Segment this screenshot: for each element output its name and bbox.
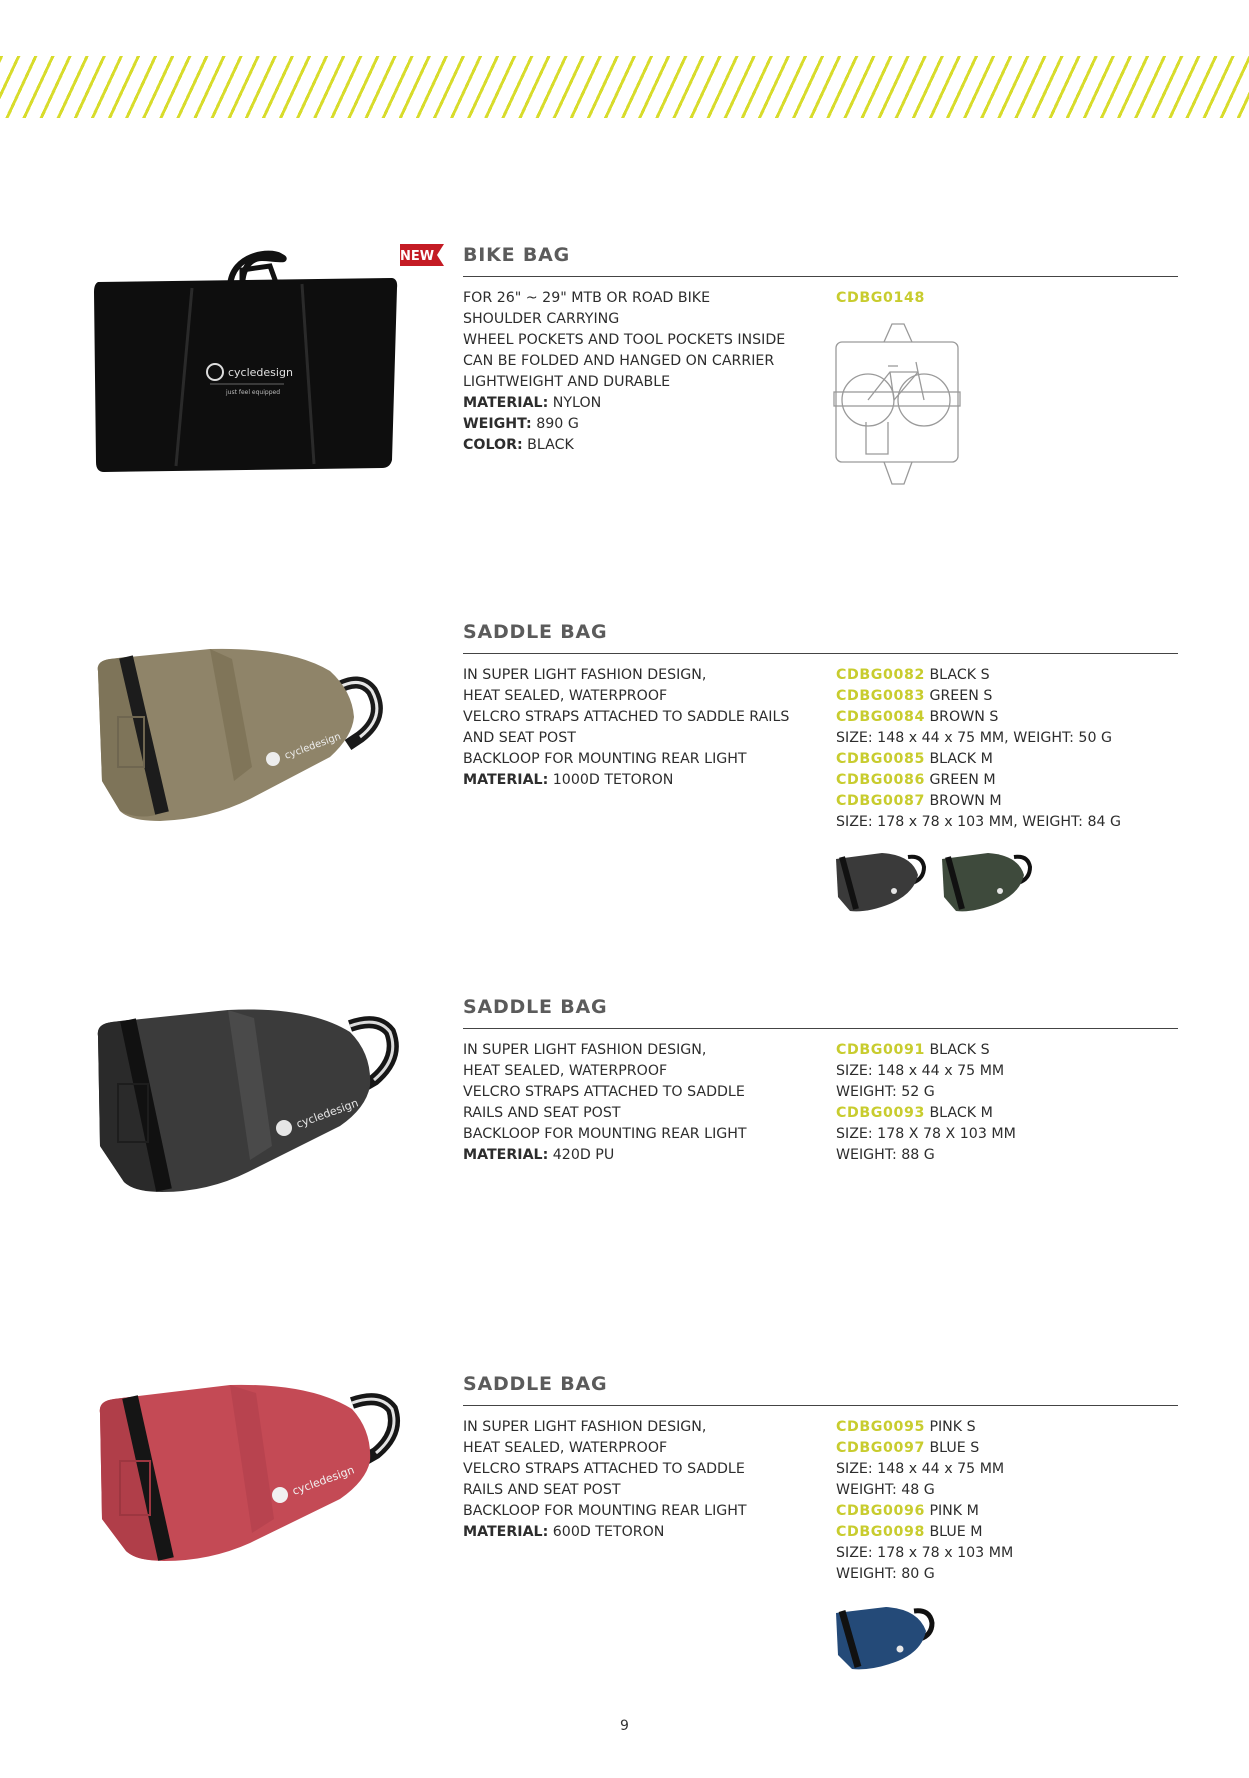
saddle-bag-black-thumb xyxy=(832,847,928,917)
saddle-bag-brown-image xyxy=(90,641,400,841)
feature-line: HEAT SEALED, WATERPROOF xyxy=(463,1063,668,1079)
feature-line: HEAT SEALED, WATERPROOF xyxy=(463,1440,668,1456)
variant-line: CDBG0093 BLACK M xyxy=(836,1105,993,1121)
feature-line: CAN BE FOLDED AND HANGED ON CARRIER xyxy=(463,353,775,369)
saddle-bag-green-thumb xyxy=(938,847,1034,917)
variant-size-line: SIZE: 178 x 78 x 103 MM, WEIGHT: 84 G xyxy=(836,814,1122,830)
saddle-bag-black-image xyxy=(88,996,403,1206)
svg-text:cycledesign: cycledesign xyxy=(294,1096,361,1131)
variant-line: CDBG0086 GREEN M xyxy=(836,772,996,788)
feature-line: FOR 26" ~ 29" MTB OR ROAD BIKE xyxy=(463,290,711,306)
saddle-bag-blue-thumb xyxy=(832,1599,938,1677)
feature-line: BACKLOOP FOR MOUNTING REAR LIGHT xyxy=(463,1503,747,1519)
title-rule xyxy=(463,1405,1178,1406)
variant-list xyxy=(836,288,1181,309)
variant-line: CDBG0084 BROWN S xyxy=(836,709,999,725)
variant-line: CDBG0087 BROWN M xyxy=(836,793,1002,809)
svg-text:NEW: NEW xyxy=(400,249,435,264)
variant-size-line: SIZE: 148 x 44 x 75 MM xyxy=(836,1461,1005,1477)
feature-line: VELCRO STRAPS ATTACHED TO SADDLE xyxy=(463,1084,745,1100)
variant-line: CDBG0082 BLACK S xyxy=(836,667,990,683)
svg-text:just feel equipped: just feel equipped xyxy=(226,389,281,396)
page-number: 9 xyxy=(620,1718,629,1734)
spec-line: COLOR: BLACK xyxy=(463,437,574,453)
feature-line: IN SUPER LIGHT FASHION DESIGN, xyxy=(463,1419,707,1435)
variant-line: CDBG0097 BLUE S xyxy=(836,1440,980,1456)
title-rule xyxy=(463,1028,1178,1029)
variant-line: CDBG0148 xyxy=(836,290,925,306)
feature-line: HEAT SEALED, WATERPROOF xyxy=(463,688,668,704)
variant-line: CDBG0083 GREEN S xyxy=(836,688,993,704)
feature-line: BACKLOOP FOR MOUNTING REAR LIGHT xyxy=(463,751,747,767)
svg-text:cycledesign: cycledesign xyxy=(283,731,343,762)
variant-size-line: SIZE: 178 x 78 x 103 MM xyxy=(836,1545,1014,1561)
new-badge xyxy=(400,244,444,266)
feature-line: VELCRO STRAPS ATTACHED TO SADDLE RAILS xyxy=(463,709,790,725)
feature-line: IN SUPER LIGHT FASHION DESIGN, xyxy=(463,1042,707,1058)
feature-line: SHOULDER CARRYING xyxy=(463,311,620,327)
product-title: SADDLE BAG xyxy=(463,996,608,1018)
variant-list xyxy=(836,1040,1181,1166)
feature-line: LIGHTWEIGHT AND DURABLE xyxy=(463,374,671,390)
feature-line: WHEEL POCKETS AND TOOL POCKETS INSIDE xyxy=(463,332,786,348)
feature-list xyxy=(463,1040,813,1166)
svg-text:cycledesign: cycledesign xyxy=(228,366,293,379)
variant-list xyxy=(836,1417,1181,1585)
variant-list xyxy=(836,665,1181,833)
feature-line: BACKLOOP FOR MOUNTING REAR LIGHT xyxy=(463,1126,747,1142)
feature-list xyxy=(463,665,813,791)
bike-bag-diagram xyxy=(832,322,962,492)
feature-list xyxy=(463,288,813,456)
product-title: SADDLE BAG xyxy=(463,1373,608,1395)
variant-line: CDBG0091 BLACK S xyxy=(836,1042,990,1058)
variant-weight-line: WEIGHT: 52 G xyxy=(836,1084,935,1100)
variant-size-line: SIZE: 148 x 44 x 75 MM xyxy=(836,1063,1005,1079)
saddle-bag-pink-image xyxy=(90,1369,405,1579)
variant-weight-line: WEIGHT: 80 G xyxy=(836,1566,935,1582)
spec-line: MATERIAL: 600D TETORON xyxy=(463,1524,665,1540)
product-title: BIKE BAG xyxy=(463,244,571,266)
feature-line: IN SUPER LIGHT FASHION DESIGN, xyxy=(463,667,707,683)
variant-line: CDBG0085 BLACK M xyxy=(836,751,993,767)
feature-line: RAILS AND SEAT POST xyxy=(463,1105,621,1121)
variant-size-line: SIZE: 178 X 78 X 103 MM xyxy=(836,1126,1016,1142)
feature-line: AND SEAT POST xyxy=(463,730,576,746)
feature-line: VELCRO STRAPS ATTACHED TO SADDLE xyxy=(463,1461,745,1477)
variant-line: CDBG0098 BLUE M xyxy=(836,1524,983,1540)
spec-line: MATERIAL: NYLON xyxy=(463,395,602,411)
variant-weight-line: WEIGHT: 88 G xyxy=(836,1147,935,1163)
feature-line: RAILS AND SEAT POST xyxy=(463,1482,621,1498)
spec-line: MATERIAL: 420D PU xyxy=(463,1147,615,1163)
variant-size-line: SIZE: 148 x 44 x 75 MM, WEIGHT: 50 G xyxy=(836,730,1112,746)
feature-list xyxy=(463,1417,813,1543)
svg-text:cycledesign: cycledesign xyxy=(290,1463,357,1498)
variant-line: CDBG0095 PINK S xyxy=(836,1419,976,1435)
header-stripe-band xyxy=(0,56,1249,118)
variant-weight-line: WEIGHT: 48 G xyxy=(836,1482,935,1498)
bike-bag-image xyxy=(92,248,400,478)
spec-line: MATERIAL: 1000D TETORON xyxy=(463,772,674,788)
title-rule xyxy=(463,653,1178,654)
spec-line: WEIGHT: 890 G xyxy=(463,416,579,432)
variant-line: CDBG0096 PINK M xyxy=(836,1503,979,1519)
product-title: SADDLE BAG xyxy=(463,621,608,643)
title-rule xyxy=(463,276,1178,277)
